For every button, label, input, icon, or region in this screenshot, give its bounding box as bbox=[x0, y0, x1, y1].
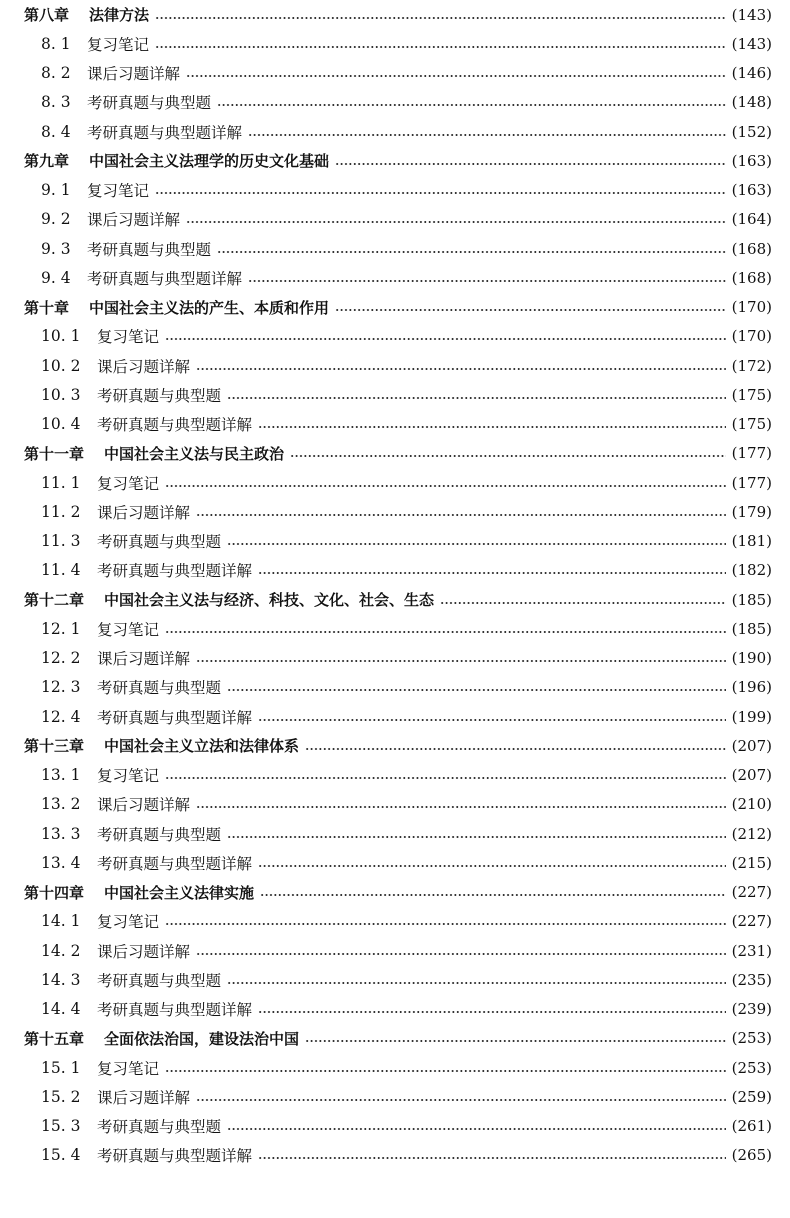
dot-leader bbox=[196, 368, 726, 370]
toc-section-entry[interactable] bbox=[24, 263, 772, 292]
chapter-number: 第十三章 bbox=[24, 737, 85, 756]
section-number: 10. 4 bbox=[41, 415, 81, 434]
toc-section-entry[interactable] bbox=[24, 965, 772, 994]
page-number: (179) bbox=[731, 502, 772, 521]
toc-section-entry[interactable] bbox=[24, 1082, 772, 1111]
toc-chapter-entry[interactable] bbox=[24, 1024, 772, 1053]
toc-chapter-entry[interactable] bbox=[24, 0, 772, 29]
dot-leader bbox=[165, 923, 726, 925]
toc-section-entry[interactable] bbox=[24, 819, 772, 848]
dot-leader bbox=[196, 1099, 726, 1101]
section-title: 考研真题与典型题详解 bbox=[97, 708, 253, 727]
page-number: (164) bbox=[731, 210, 772, 229]
toc-section-entry[interactable] bbox=[24, 556, 772, 585]
section-number: 13. 2 bbox=[41, 795, 81, 814]
toc-section-entry[interactable] bbox=[24, 936, 772, 965]
dot-leader bbox=[165, 1070, 726, 1072]
page-number: (170) bbox=[731, 327, 772, 346]
section-number: 15. 4 bbox=[41, 1146, 81, 1165]
section-title: 复习笔记 bbox=[97, 328, 160, 347]
dot-leader bbox=[305, 748, 726, 750]
toc-section-entry[interactable] bbox=[24, 527, 772, 556]
section-number: 8. 1 bbox=[41, 34, 71, 53]
toc-section-entry[interactable] bbox=[24, 88, 772, 117]
section-title: 复习笔记 bbox=[97, 767, 160, 786]
toc-section-entry[interactable] bbox=[24, 995, 772, 1024]
table-of-contents bbox=[24, 0, 772, 1170]
dot-leader bbox=[196, 660, 726, 662]
toc-chapter-entry[interactable] bbox=[24, 293, 772, 322]
section-number: 12. 2 bbox=[41, 649, 81, 668]
chapter-title: 中国社会主义法律实施 bbox=[104, 883, 255, 902]
chapter-number: 第十章 bbox=[24, 298, 70, 317]
toc-chapter-entry[interactable] bbox=[24, 731, 772, 760]
section-number: 13. 3 bbox=[41, 824, 81, 843]
toc-section-entry[interactable] bbox=[24, 1053, 772, 1082]
dot-leader bbox=[217, 251, 726, 253]
chapter-title: 中国社会主义法与民主政治 bbox=[104, 444, 285, 463]
toc-section-entry[interactable] bbox=[24, 29, 772, 58]
page-number: (259) bbox=[731, 1087, 772, 1106]
dot-leader bbox=[165, 338, 726, 340]
page-number: (168) bbox=[731, 239, 772, 258]
toc-section-entry[interactable] bbox=[24, 380, 772, 409]
section-number: 9. 3 bbox=[41, 239, 71, 258]
page-number: (190) bbox=[731, 649, 772, 668]
dot-leader bbox=[227, 543, 726, 545]
section-number: 15. 3 bbox=[41, 1117, 81, 1136]
toc-section-entry[interactable] bbox=[24, 205, 772, 234]
page-number: (146) bbox=[731, 64, 772, 83]
page-number: (185) bbox=[731, 590, 772, 609]
dot-leader bbox=[258, 719, 726, 721]
section-title: 复习笔记 bbox=[87, 182, 150, 201]
chapter-number: 第十二章 bbox=[24, 591, 85, 610]
toc-section-entry[interactable] bbox=[24, 1141, 772, 1170]
toc-section-entry[interactable] bbox=[24, 117, 772, 146]
page-number: (199) bbox=[731, 707, 772, 726]
section-number: 13. 4 bbox=[41, 853, 81, 872]
dot-leader bbox=[335, 309, 726, 311]
section-number: 11. 4 bbox=[41, 561, 81, 580]
toc-section-entry[interactable] bbox=[24, 673, 772, 702]
dot-leader bbox=[305, 1040, 726, 1042]
toc-chapter-entry[interactable] bbox=[24, 878, 772, 907]
page-number: (227) bbox=[731, 912, 772, 931]
toc-section-entry[interactable] bbox=[24, 351, 772, 380]
dot-leader bbox=[258, 865, 726, 867]
toc-section-entry[interactable] bbox=[24, 410, 772, 439]
section-number: 8. 4 bbox=[41, 122, 71, 141]
page-number: (239) bbox=[731, 1000, 772, 1019]
chapter-title: 中国社会主义法的产生、本质和作用 bbox=[89, 298, 330, 317]
section-title: 考研真题与典型题详解 bbox=[97, 1001, 253, 1020]
page-number: (231) bbox=[731, 941, 772, 960]
dot-leader bbox=[155, 46, 726, 48]
section-number: 14. 1 bbox=[41, 912, 81, 931]
section-number: 10. 1 bbox=[41, 327, 81, 346]
dot-leader bbox=[258, 1011, 726, 1013]
toc-section-entry[interactable] bbox=[24, 614, 772, 643]
section-title: 课后习题详解 bbox=[87, 211, 181, 230]
dot-leader bbox=[196, 806, 726, 808]
dot-leader bbox=[155, 192, 726, 194]
page-number: (207) bbox=[731, 766, 772, 785]
section-title: 考研真题与典型题 bbox=[97, 825, 222, 844]
page-number: (212) bbox=[731, 824, 772, 843]
chapter-title: 全面依法治国，建设法治中国 bbox=[104, 1029, 300, 1048]
section-title: 复习笔记 bbox=[97, 620, 160, 639]
section-number: 8. 3 bbox=[41, 93, 71, 112]
dot-leader bbox=[248, 134, 726, 136]
chapter-title: 中国社会主义法理学的历史文化基础 bbox=[89, 152, 330, 171]
toc-section-entry[interactable] bbox=[24, 907, 772, 936]
section-title: 复习笔记 bbox=[97, 1059, 160, 1078]
section-title: 考研真题与典型题 bbox=[97, 533, 222, 552]
section-title: 课后习题详解 bbox=[97, 1088, 191, 1107]
page-number: (265) bbox=[731, 1146, 772, 1165]
toc-section-entry[interactable] bbox=[24, 790, 772, 819]
dot-leader bbox=[165, 485, 726, 487]
dot-leader bbox=[227, 1128, 726, 1130]
dot-leader bbox=[227, 689, 726, 691]
toc-section-entry[interactable] bbox=[24, 468, 772, 497]
page-number: (210) bbox=[731, 795, 772, 814]
section-title: 考研真题与典型题详解 bbox=[87, 269, 243, 288]
section-title: 考研真题与典型题 bbox=[97, 1118, 222, 1137]
section-number: 14. 2 bbox=[41, 941, 81, 960]
section-number: 9. 1 bbox=[41, 181, 71, 200]
page-number: (148) bbox=[731, 93, 772, 112]
section-number: 12. 4 bbox=[41, 707, 81, 726]
page-number: (172) bbox=[731, 356, 772, 375]
page-number: (215) bbox=[731, 853, 772, 872]
dot-leader bbox=[248, 280, 726, 282]
section-title: 课后习题详解 bbox=[97, 503, 191, 522]
section-number: 11. 2 bbox=[41, 502, 81, 521]
toc-chapter-entry[interactable] bbox=[24, 585, 772, 614]
section-number: 9. 4 bbox=[41, 268, 71, 287]
section-number: 15. 2 bbox=[41, 1087, 81, 1106]
dot-leader bbox=[258, 426, 726, 428]
page-number: (175) bbox=[731, 415, 772, 434]
toc-chapter-entry[interactable] bbox=[24, 439, 772, 468]
toc-section-entry[interactable] bbox=[24, 848, 772, 877]
page-number: (177) bbox=[731, 444, 772, 463]
page-number: (227) bbox=[731, 883, 772, 902]
page-number: (143) bbox=[731, 5, 772, 24]
toc-section-entry[interactable] bbox=[24, 59, 772, 88]
page-number: (196) bbox=[731, 678, 772, 697]
section-title: 考研真题与典型题 bbox=[87, 240, 212, 259]
toc-section-entry[interactable] bbox=[24, 702, 772, 731]
page-number: (185) bbox=[731, 619, 772, 638]
toc-section-entry[interactable] bbox=[24, 1112, 772, 1141]
dot-leader bbox=[258, 1157, 726, 1159]
dot-leader bbox=[440, 602, 726, 604]
page-number: (163) bbox=[731, 181, 772, 200]
section-number: 10. 3 bbox=[41, 385, 81, 404]
section-title: 课后习题详解 bbox=[97, 942, 191, 961]
section-number: 9. 2 bbox=[41, 210, 71, 229]
dot-leader bbox=[217, 104, 726, 106]
section-number: 10. 2 bbox=[41, 356, 81, 375]
section-title: 考研真题与典型题详解 bbox=[97, 562, 253, 581]
toc-section-entry[interactable] bbox=[24, 761, 772, 790]
page-number: (175) bbox=[731, 385, 772, 404]
toc-section-entry[interactable] bbox=[24, 644, 772, 673]
page-number: (253) bbox=[731, 1058, 772, 1077]
dot-leader bbox=[335, 163, 726, 165]
section-number: 11. 3 bbox=[41, 532, 81, 551]
page-number: (152) bbox=[731, 122, 772, 141]
section-number: 8. 2 bbox=[41, 64, 71, 83]
section-title: 考研真题与典型题 bbox=[97, 971, 222, 990]
section-number: 14. 3 bbox=[41, 970, 81, 989]
chapter-title: 中国社会主义立法和法律体系 bbox=[104, 737, 300, 756]
chapter-title: 中国社会主义法与经济、科技、文化、社会、生态 bbox=[104, 591, 435, 610]
section-title: 考研真题与典型题详解 bbox=[97, 854, 253, 873]
page-number: (170) bbox=[731, 298, 772, 317]
toc-section-entry[interactable] bbox=[24, 322, 772, 351]
dot-leader bbox=[258, 572, 726, 574]
section-title: 考研真题与典型题 bbox=[97, 386, 222, 405]
chapter-title: 法律方法 bbox=[89, 6, 150, 25]
section-title: 考研真题与典型题 bbox=[87, 94, 212, 113]
dot-leader bbox=[186, 75, 726, 77]
dot-leader bbox=[260, 894, 726, 896]
section-number: 11. 1 bbox=[41, 473, 81, 492]
dot-leader bbox=[155, 17, 726, 19]
page-number: (177) bbox=[731, 473, 772, 492]
dot-leader bbox=[227, 397, 726, 399]
section-title: 复习笔记 bbox=[87, 35, 150, 54]
dot-leader bbox=[196, 514, 726, 516]
dot-leader bbox=[290, 455, 726, 457]
chapter-number: 第十一章 bbox=[24, 444, 85, 463]
toc-section-entry[interactable] bbox=[24, 234, 772, 263]
chapter-number: 第九章 bbox=[24, 152, 70, 171]
section-number: 12. 3 bbox=[41, 678, 81, 697]
chapter-number: 第八章 bbox=[24, 6, 70, 25]
chapter-number: 第十四章 bbox=[24, 883, 85, 902]
section-number: 15. 1 bbox=[41, 1058, 81, 1077]
section-title: 考研真题与典型题详解 bbox=[97, 1147, 253, 1166]
page-number: (207) bbox=[731, 736, 772, 755]
page-number: (261) bbox=[731, 1117, 772, 1136]
section-title: 课后习题详解 bbox=[87, 65, 181, 84]
section-title: 课后习题详解 bbox=[97, 650, 191, 669]
page-number: (143) bbox=[731, 34, 772, 53]
section-title: 课后习题详解 bbox=[97, 796, 191, 815]
dot-leader bbox=[196, 953, 726, 955]
section-number: 12. 1 bbox=[41, 619, 81, 638]
section-number: 14. 4 bbox=[41, 1000, 81, 1019]
page-number: (168) bbox=[731, 268, 772, 287]
section-number: 13. 1 bbox=[41, 766, 81, 785]
section-title: 考研真题与典型题详解 bbox=[97, 416, 253, 435]
dot-leader bbox=[227, 836, 726, 838]
section-title: 考研真题与典型题 bbox=[97, 679, 222, 698]
toc-section-entry[interactable] bbox=[24, 176, 772, 205]
page-number: (181) bbox=[731, 532, 772, 551]
page-number: (182) bbox=[731, 561, 772, 580]
section-title: 课后习题详解 bbox=[97, 357, 191, 376]
dot-leader bbox=[165, 631, 726, 633]
toc-chapter-entry[interactable] bbox=[24, 146, 772, 175]
section-title: 考研真题与典型题详解 bbox=[87, 123, 243, 142]
toc-section-entry[interactable] bbox=[24, 497, 772, 526]
section-title: 复习笔记 bbox=[97, 474, 160, 493]
page-number: (235) bbox=[731, 970, 772, 989]
dot-leader bbox=[227, 982, 726, 984]
dot-leader bbox=[186, 221, 726, 223]
page-number: (253) bbox=[731, 1029, 772, 1048]
dot-leader bbox=[165, 777, 726, 779]
chapter-number: 第十五章 bbox=[24, 1029, 85, 1048]
page-number: (163) bbox=[731, 151, 772, 170]
section-title: 复习笔记 bbox=[97, 913, 160, 932]
